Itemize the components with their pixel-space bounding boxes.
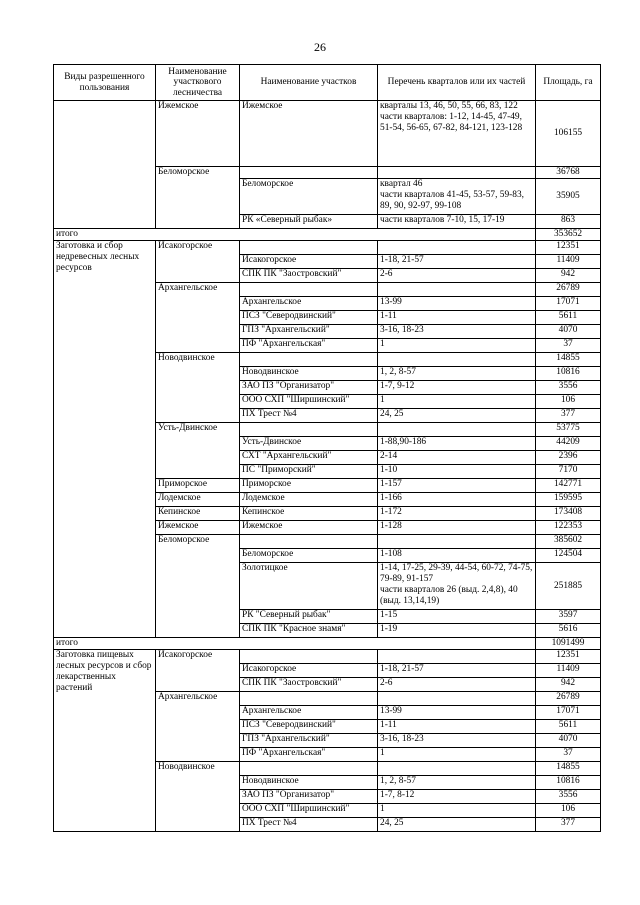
cell-area: 353652 xyxy=(536,229,601,241)
cell-quarters: 13-99 xyxy=(378,297,536,311)
cell-forestry: Лодемское xyxy=(156,493,240,507)
cell-quarters: 24, 25 xyxy=(378,409,536,423)
cell-quarters: 1, 2, 8-57 xyxy=(378,776,536,790)
cell-area: 3597 xyxy=(536,610,601,624)
cell-quarters: 1, 2, 8-57 xyxy=(378,367,536,381)
cell-quarters: 24, 25 xyxy=(378,818,536,832)
cell-plot-name xyxy=(240,535,378,549)
cell-area: 106155 xyxy=(536,101,601,167)
cell-quarters: 1-10 xyxy=(378,465,536,479)
cell-quarters: 1-166 xyxy=(378,493,536,507)
table-body xyxy=(54,101,601,832)
cell-area: 7170 xyxy=(536,465,601,479)
cell-forestry: Исакогорское xyxy=(156,650,240,692)
cell-area: 173408 xyxy=(536,507,601,521)
cell-forestry: Приморское xyxy=(156,479,240,493)
cell-quarters xyxy=(378,241,536,255)
cell-forestry: Новодвинское xyxy=(156,353,240,423)
cell-area: 11409 xyxy=(536,664,601,678)
cell-area: 53775 xyxy=(536,423,601,437)
total-label: итого xyxy=(54,229,536,241)
cell-area: 4070 xyxy=(536,325,601,339)
header-plot-name: Наименование участков xyxy=(240,65,378,101)
cell-plot-name: ПСЗ "Северодвинский" xyxy=(240,311,378,325)
cell-area: 5611 xyxy=(536,311,601,325)
cell-forestry: Беломорское xyxy=(156,535,240,638)
cell-plot-name xyxy=(240,423,378,437)
cell-area: 35905 xyxy=(536,179,601,215)
cell-quarters: 1-7, 9-12 xyxy=(378,381,536,395)
cell-plot-name: ПХ Трест №4 xyxy=(240,409,378,423)
cell-plot-name: Новодвинское xyxy=(240,367,378,381)
cell-quarters: квартал 46 части кварталов 41-45, 53-57, 59-83, 89, 90, 92-97, 99-108 xyxy=(378,179,536,215)
cell-quarters: 3-16, 18-23 xyxy=(378,734,536,748)
page-number: 26 xyxy=(314,40,326,54)
cell-plot-name: ООО СХП "Ширшинский" xyxy=(240,395,378,409)
cell-plot-name: СПК ПК "Заостровский" xyxy=(240,269,378,283)
cell-plot-name: ПХ Трест №4 xyxy=(240,818,378,832)
header-quarters: Перечень кварталов или их частей xyxy=(378,65,536,101)
table-row xyxy=(54,101,601,167)
cell-area: 251885 xyxy=(536,563,601,610)
cell-quarters xyxy=(378,167,536,179)
cell-plot-name: ПФ "Архангельская" xyxy=(240,748,378,762)
cell-area: 385602 xyxy=(536,535,601,549)
cell-quarters xyxy=(378,650,536,664)
cell-quarters xyxy=(378,692,536,706)
cell-quarters: 1 xyxy=(378,395,536,409)
cell-area: 5616 xyxy=(536,624,601,638)
cell-area: 2396 xyxy=(536,451,601,465)
land-use-table xyxy=(53,64,601,832)
cell-area: 942 xyxy=(536,678,601,692)
cell-quarters: 13-99 xyxy=(378,706,536,720)
cell-plot-name: Кепинское xyxy=(240,507,378,521)
cell-area: 1091499 xyxy=(536,638,601,650)
cell-quarters xyxy=(378,353,536,367)
cell-plot-name: Золотицкое xyxy=(240,563,378,610)
cell-area: 11409 xyxy=(536,255,601,269)
cell-area: 942 xyxy=(536,269,601,283)
cell-quarters: 1-108 xyxy=(378,549,536,563)
table-row xyxy=(54,229,601,241)
cell-quarters: кварталы 13, 46, 50, 55, 66, 83, 122 части кварталов: 1-12, 14-45, 47-49, 51-54, 56-65, 67-82, 84-121, 123-128 xyxy=(378,101,536,167)
cell-forestry: Усть-Двинское xyxy=(156,423,240,479)
cell-plot-name xyxy=(240,241,378,255)
cell-quarters: 3-16, 18-23 xyxy=(378,325,536,339)
cell-quarters: 1-18, 21-57 xyxy=(378,664,536,678)
cell-area: 12351 xyxy=(536,650,601,664)
cell-area: 3556 xyxy=(536,381,601,395)
cell-area: 106 xyxy=(536,395,601,409)
cell-plot-name: ПС "Приморский" xyxy=(240,465,378,479)
cell-plot-name xyxy=(240,283,378,297)
cell-plot-name: Приморское xyxy=(240,479,378,493)
cell-plot-name xyxy=(240,650,378,664)
cell-quarters: 2-6 xyxy=(378,678,536,692)
cell-area: 863 xyxy=(536,215,601,229)
cell-plot-name: ГПЗ "Архангельский" xyxy=(240,325,378,339)
cell-quarters: 1-15 xyxy=(378,610,536,624)
cell-quarters: 1-11 xyxy=(378,311,536,325)
cell-plot-name: Беломорское xyxy=(240,549,378,563)
cell-quarters: 1-157 xyxy=(378,479,536,493)
cell-area: 26789 xyxy=(536,283,601,297)
cell-forestry: Беломорское xyxy=(156,167,240,229)
total-label: итого xyxy=(54,638,536,650)
cell-plot-name: ЗАО ПЗ "Организатор" xyxy=(240,381,378,395)
cell-plot-name: ЗАО ПЗ "Организатор" xyxy=(240,790,378,804)
cell-forestry: Архангельское xyxy=(156,692,240,762)
cell-plot-name xyxy=(240,692,378,706)
cell-plot-name: РК «Северный рыбак» xyxy=(240,215,378,229)
cell-area: 14855 xyxy=(536,762,601,776)
cell-quarters: 1-7, 8-12 xyxy=(378,790,536,804)
cell-quarters: 1-14, 17-25, 29-39, 44-54, 60-72, 74-75, 79-89, 91-157 части кварталов 26 (выд. 2,4,8), 40 (выд. 13,14,19) xyxy=(378,563,536,610)
cell-area: 122353 xyxy=(536,521,601,535)
cell-plot-name: Новодвинское xyxy=(240,776,378,790)
table-row xyxy=(54,241,601,255)
cell-plot-name: ПСЗ "Северодвинский" xyxy=(240,720,378,734)
cell-area: 10816 xyxy=(536,776,601,790)
cell-area: 26789 xyxy=(536,692,601,706)
cell-area: 36768 xyxy=(536,167,601,179)
cell-quarters: 1-128 xyxy=(378,521,536,535)
cell-plot-name: Архангельское xyxy=(240,297,378,311)
cell-area: 4070 xyxy=(536,734,601,748)
cell-plot-name: Усть-Двинское xyxy=(240,437,378,451)
cell-area: 106 xyxy=(536,804,601,818)
cell-plot-name: ООО СХП "Ширшинский" xyxy=(240,804,378,818)
cell-plot-name: СПК ПК "Заостровский" xyxy=(240,678,378,692)
cell-forestry: Исакогорское xyxy=(156,241,240,283)
cell-forestry: Новодвинское xyxy=(156,762,240,832)
cell-plot-name: Лодемское xyxy=(240,493,378,507)
cell-plot-name: Исакогорское xyxy=(240,664,378,678)
cell-quarters xyxy=(378,423,536,437)
cell-quarters: 1 xyxy=(378,748,536,762)
cell-plot-name xyxy=(240,353,378,367)
cell-plot-name: Беломорское xyxy=(240,179,378,215)
cell-area: 12351 xyxy=(536,241,601,255)
cell-area: 124504 xyxy=(536,549,601,563)
cell-area: 159595 xyxy=(536,493,601,507)
cell-area: 37 xyxy=(536,748,601,762)
cell-quarters: 1-172 xyxy=(378,507,536,521)
cell-quarters: 1 xyxy=(378,339,536,353)
cell-quarters xyxy=(378,762,536,776)
cell-area: 10816 xyxy=(536,367,601,381)
cell-area: 14855 xyxy=(536,353,601,367)
cell-forestry: Ижемское xyxy=(156,521,240,535)
cell-plot-name: Архангельское xyxy=(240,706,378,720)
cell-forestry: Кепинское xyxy=(156,507,240,521)
cell-area: 5611 xyxy=(536,720,601,734)
cell-use-type: Заготовка пищевых лесных ресурсов и сбор лекарственных растений xyxy=(54,650,156,832)
cell-plot-name xyxy=(240,167,378,179)
header-use-type: Виды разрешенного пользования xyxy=(54,65,156,101)
cell-plot-name: Исакогорское xyxy=(240,255,378,269)
cell-quarters: 2-6 xyxy=(378,269,536,283)
cell-quarters xyxy=(378,535,536,549)
cell-forestry: Архангельское xyxy=(156,283,240,353)
cell-quarters: 2-14 xyxy=(378,451,536,465)
cell-area: 37 xyxy=(536,339,601,353)
cell-plot-name: Ижемское xyxy=(240,101,378,167)
cell-quarters xyxy=(378,283,536,297)
cell-area: 44209 xyxy=(536,437,601,451)
cell-use-type xyxy=(54,101,156,229)
cell-plot-name: СПК ПК "Красное знамя" xyxy=(240,624,378,638)
cell-plot-name: СХТ "Архангельский" xyxy=(240,451,378,465)
cell-area: 17071 xyxy=(536,297,601,311)
cell-quarters: 1-19 xyxy=(378,624,536,638)
header-area: Площадь, га xyxy=(536,65,601,101)
cell-quarters: 1-18, 21-57 xyxy=(378,255,536,269)
cell-plot-name: Ижемское xyxy=(240,521,378,535)
cell-plot-name xyxy=(240,762,378,776)
cell-quarters: части кварталов 7-10, 15, 17-19 xyxy=(378,215,536,229)
cell-plot-name: ПФ "Архангельская" xyxy=(240,339,378,353)
cell-area: 17071 xyxy=(536,706,601,720)
cell-quarters: 1-88,90-186 xyxy=(378,437,536,451)
cell-area: 3556 xyxy=(536,790,601,804)
table-header-row xyxy=(54,65,601,101)
cell-use-type: Заготовка и сбор недревесных лесных ресурсов xyxy=(54,241,156,638)
table-row xyxy=(54,638,601,650)
cell-area: 377 xyxy=(536,818,601,832)
cell-plot-name: ГПЗ "Архангельский" xyxy=(240,734,378,748)
cell-quarters: 1-11 xyxy=(378,720,536,734)
cell-quarters: 1 xyxy=(378,804,536,818)
cell-forestry: Ижемское xyxy=(156,101,240,167)
cell-area: 377 xyxy=(536,409,601,423)
cell-area: 142771 xyxy=(536,479,601,493)
header-forestry: Наименование участкового лесничества xyxy=(156,65,240,101)
table-row xyxy=(54,650,601,664)
cell-plot-name: РК "Северный рыбак" xyxy=(240,610,378,624)
